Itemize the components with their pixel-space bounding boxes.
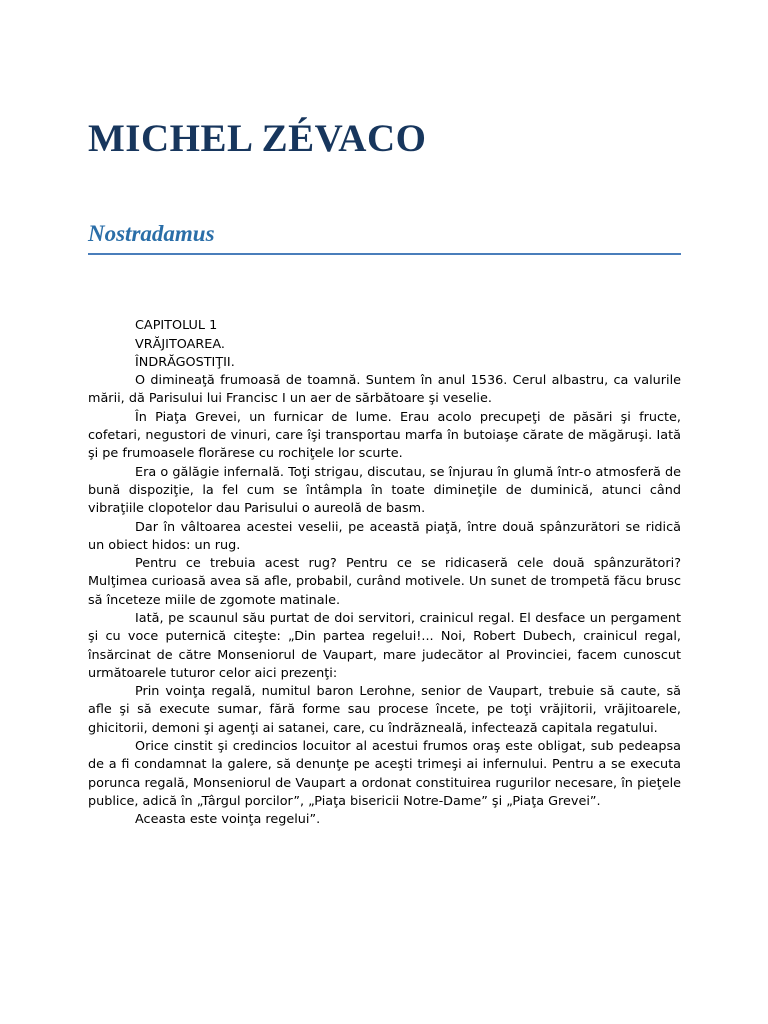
paragraph: Orice cinstit şi credincios locuitor al acestui frumos oraş este obligat, sub pedeapsa de a fi condamnat la galere, să denunţe pe aceşti trimeşi ai infernului. Pentru a se executa porunca regală, Monseniorul de Vaupart a ordonat constituirea rugurilor necesare, în pieţele publice, adică în „Târgul porcilor”, „Piaţa bisericii Notre-Dame” şi „Piaţa Grevei”. <box>88 739 681 809</box>
paragraph: VRĂJITOAREA. <box>135 336 225 352</box>
chapter-heading <box>88 317 681 372</box>
paragraph: O dimineaţă frumoasă de toamnă. Suntem în anul 1536. Cerul albastru, ca valurile mării, dă Parisului lui Francisc I un aer de sărbătoare şi veselie. <box>88 373 681 407</box>
book-title: Nostradamus <box>88 220 215 246</box>
author-title: MICHEL ZÉVACO <box>88 117 427 160</box>
paragraph: Pentru ce trebuia acest rug? Pentru ce se ridicaseră cele două spânzurători? Mulţimea curioasă avea să afle, probabil, curând motivele. Un sunet de trompetă făcu brusc să înceteze miile de zgomote matinale. <box>88 556 681 608</box>
page-content <box>88 0 681 830</box>
paragraph: ÎNDRĂGOSTIŢII. <box>135 354 235 370</box>
paragraph: Prin voinţa regală, numitul baron Lerohne, senior de Vaupart, trebuie să caute, să afle şi să execute sumar, fără forme sau procese încete, pe toţi vrăjitorii, vrăjitoarele, ghicitorii, demoni şi agenţi ai satanei, care, cu îndrăzneală, infectează capitala regatului. <box>88 684 681 736</box>
paragraph: Aceasta este voinţa regelui”. <box>135 812 321 828</box>
subtitle-underline-rule <box>88 253 681 255</box>
chapter-body <box>88 317 681 829</box>
paragraph: Iată, pe scaunul său purtat de doi servitori, crainicul regal. El desface un pergament şi cu voce puternică citeşte: „Din partea regelui!... Noi, Robert Dubech, crainicul regal, însărcinat de către Monseniorul de Vaupart, mare judecător al Provinciei, facem cunoscut următoarele tuturor celor aici prezenţi: <box>88 610 681 681</box>
paragraph: CAPITOLUL 1 <box>135 318 218 334</box>
paragraph: Era o gălăgie infernală. Toţi strigau, discutau, se înjurau în glumă într-o atmosferă de bună dispoziţie, la fel cum se întâmpla în toate dimineţile de duminică, atunci când vibraţiile clopotelor dau Parisului o aureolă de basm. <box>88 464 681 517</box>
chapter-paragraphs <box>88 372 681 829</box>
paragraph: În Piaţa Grevei, un furnicar de lume. Erau acolo precupeţi de păsări şi fructe, cofetari, negustori de vinuri, care îşi transportau marfa în butoiaşe cărate de măgăruşi. Iată şi pe frumoasele florărese cu rochiţele lor scurte. <box>88 409 681 462</box>
paragraph: Dar în vâltoarea acestei veselii, pe această piaţă, între două spânzurători se ridică un obiect hidos: un rug. <box>88 519 681 553</box>
